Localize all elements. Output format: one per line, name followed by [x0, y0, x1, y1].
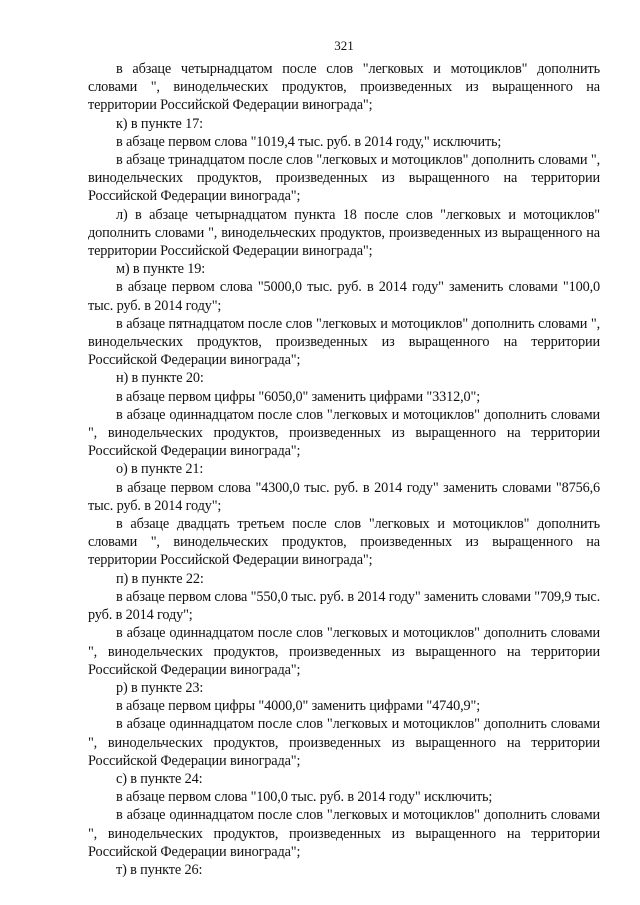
paragraph: в абзаце первом слова "550,0 тыс. руб. в 2014 году" заменить словами "709,9 тыс. руб. в 2014 году"; — [88, 588, 600, 624]
paragraph: р) в пункте 23: — [116, 679, 204, 696]
paragraph: в абзаце двадцать третьем после слов "легковых и мотоциклов" дополнить словами ", винодельческих продуктов, произведенных из выращенного на территории Российской Федерации винограда"; — [88, 516, 600, 569]
paragraph: м) в пункте 19: — [116, 261, 206, 278]
paragraph: в абзаце первом слова "5000,0 тыс. руб. в 2014 году" заменить словами "100,0 тыс. руб. в 2014 году"; — [88, 279, 600, 314]
paragraph: о) в пункте 21: — [116, 461, 204, 478]
document-body — [88, 60, 600, 879]
paragraph: в абзаце первом слова "100,0 тыс. руб. в 2014 году" исключить; — [116, 789, 493, 806]
paragraph: в абзаце пятнадцатом после слов "легковых и мотоциклов" дополнить словами ", винодельческих продуктов, произведенных из выращенного на территории Российской Федерации винограда"; — [88, 315, 600, 369]
paragraph: л) в абзаце четырнадцатом пункта 18 после слов "легковых и мотоциклов" дополнить словами ", винодельческих продуктов, произведенных из выращенного на территории Российской Федерации винограда"; — [88, 206, 600, 260]
paragraph: н) в пункте 20: — [116, 370, 204, 387]
paragraph: в абзаце четырнадцатом после слов "легковых и мотоциклов" дополнить словами ", винодельческих продуктов, произведенных из выращенного на территории Российской Федерации винограда"; — [88, 61, 600, 114]
paragraph: в абзаце первом слова "1019,4 тыс. руб. в 2014 году," исключить; — [116, 133, 502, 150]
paragraph: т) в пункте 26: — [116, 861, 203, 878]
paragraph: в абзаце первом цифры "4000,0" заменить цифрами "4740,9"; — [116, 698, 481, 715]
paragraph: в абзаце одиннадцатом после слов "легковых и мотоциклов" дополнить словами ", винодельческих продуктов, произведенных из выращенного на территории Российской Федерации винограда"; — [88, 716, 600, 769]
paragraph: в абзаце первом слова "4300,0 тыс. руб. в 2014 году" заменить словами "8756,6 тыс. руб. в 2014 году"; — [88, 479, 600, 514]
page-number: 321 — [334, 38, 354, 53]
document-page — [88, 38, 600, 879]
paragraph: к) в пункте 17: — [116, 115, 204, 132]
paragraph: в абзаце одиннадцатом после слов "легковых и мотоциклов" дополнить словами ", винодельческих продуктов, произведенных из выращенного на территории Российской Федерации винограда"; — [88, 406, 600, 460]
paragraph: в абзаце первом цифры "6050,0" заменить цифрами "3312,0"; — [116, 388, 481, 405]
paragraph: п) в пункте 22: — [116, 570, 204, 587]
paragraph: в абзаце тринадцатом после слов "легковых и мотоциклов" дополнить словами ", винодельческих продуктов, произведенных из выращенного на территории Российской Федерации винограда"; — [88, 152, 600, 205]
paragraph: в абзаце одиннадцатом после слов "легковых и мотоциклов" дополнить словами ", винодельческих продуктов, произведенных из выращенного на территории Российской Федерации винограда"; — [88, 625, 600, 678]
paragraph: в абзаце одиннадцатом после слов "легковых и мотоциклов" дополнить словами ", винодельческих продуктов, произведенных из выращенного на территории Российской Федерации винограда"; — [88, 807, 600, 860]
paragraph: с) в пункте 24: — [116, 770, 203, 787]
